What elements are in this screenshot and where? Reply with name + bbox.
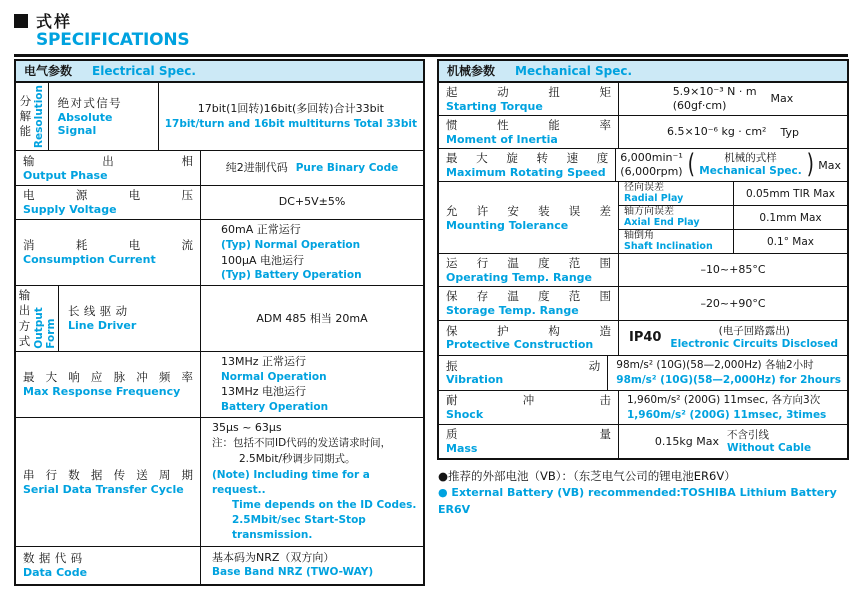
vibration-label-cell xyxy=(439,356,608,390)
output-phase-value-en: Pure Binary Code xyxy=(295,161,399,174)
output-form-group-cell xyxy=(16,286,59,351)
starting-torque-line1: 5.9×10⁻³ N · m xyxy=(672,85,757,99)
output-form-value-text: ADM 485 相当 20mA xyxy=(256,311,368,325)
output-phase-value-zh: 纯2进制代码 xyxy=(225,160,288,174)
row-resolution xyxy=(16,83,423,150)
inertia-label-zh: 惯性能率 xyxy=(446,117,611,132)
protective-label-zh: 保护构造 xyxy=(446,323,611,338)
serial-data-value xyxy=(201,418,423,546)
serial-data-note-en3: 2.5Mbit/sec Start-Stop transmission. xyxy=(232,514,366,542)
consumption-current-label-en: Consumption Current xyxy=(23,253,156,267)
page-header xyxy=(14,9,855,50)
starting-torque-label-en: Starting Torque xyxy=(446,99,543,113)
rotating-speed-line1: 6,000min⁻¹ xyxy=(620,151,683,165)
page-title-zh: 式样 xyxy=(36,12,73,31)
rotating-speed-paren-zh: 机械的式样 xyxy=(724,152,777,165)
subrow-axial-end-play xyxy=(619,205,847,229)
battery-note-en: ● External Battery (VB) recommended:TOSHIBA Lithium Battery ER6V xyxy=(438,486,837,516)
max-response-label-cell xyxy=(16,352,201,417)
mass-note-en: Without Cable xyxy=(727,441,812,454)
consumption-current-label-cell xyxy=(16,220,201,285)
consumption-current-label-zh: 消耗电流 xyxy=(23,238,193,253)
axial-end-play-value: 0.1mm Max xyxy=(759,211,822,224)
row-serial-data-transfer xyxy=(16,417,423,546)
operating-temp-value-text: –10~+85°C xyxy=(700,263,766,277)
mass-value-text: 0.15kg Max xyxy=(654,434,719,448)
storage-temp-label-zh: 保存温度范围 xyxy=(446,289,611,304)
electrical-header-zh: 电气参数 xyxy=(24,64,73,79)
data-code-label-en: Data Code xyxy=(23,566,88,579)
protective-value-en: Electronic Circuits Disclosed xyxy=(670,337,839,350)
rotating-speed-label-cell xyxy=(439,149,616,181)
specifications-page xyxy=(0,9,855,586)
shaft-inclination-en: Shaft Inclination xyxy=(624,241,713,253)
consumption-line2-zh: 100μA 电池运行 xyxy=(221,253,305,267)
protective-ip-code: IP40 xyxy=(629,330,662,346)
title-rule xyxy=(14,54,848,57)
electrical-spec-table xyxy=(14,59,425,586)
shaft-inclination-zh: 轴倒角 xyxy=(624,230,654,242)
inertia-value xyxy=(619,116,847,148)
row-moment-of-inertia xyxy=(439,115,847,148)
output-phase-label-zh: 输出相 xyxy=(23,153,193,168)
resolution-value xyxy=(159,83,423,150)
storage-temp-label-cell xyxy=(439,287,619,319)
rotating-speed-value xyxy=(616,149,847,181)
starting-torque-value xyxy=(619,83,847,115)
resolution-label-cell xyxy=(49,83,159,150)
serial-data-note-en2: Time depends on the ID Codes. xyxy=(232,498,417,511)
inertia-value-text: 6.5×10⁻⁶ kg · cm² xyxy=(667,125,767,139)
supply-voltage-label-en: Supply Voltage xyxy=(23,203,117,217)
rotating-speed-label-zh: 最大旋转速度 xyxy=(446,151,609,166)
resolution-group-en: Resolution xyxy=(33,84,46,148)
vibration-value-zh: 98m/s² (10G)(58—2,000Hz) 各轴2小时 xyxy=(616,358,814,371)
max-response-line2-zh: 13MHz 电池运行 xyxy=(221,385,307,399)
operating-temp-value xyxy=(619,254,847,286)
row-consumption-current xyxy=(16,219,423,285)
row-max-response-frequency xyxy=(16,351,423,417)
consumption-line1-en: (Typ) Normal Operation xyxy=(221,238,361,251)
serial-data-value-range: 35μs ~ 63μs xyxy=(212,421,282,435)
mass-note-zh: 不含引线 xyxy=(727,428,769,441)
inertia-suffix: Typ xyxy=(780,125,799,139)
line-driver-label-en: Line Driver xyxy=(68,319,137,333)
row-operating-temp xyxy=(439,253,847,286)
max-response-label-zh: 最大响应脉冲频率 xyxy=(23,370,193,385)
storage-temp-label-en: Storage Temp. Range xyxy=(446,304,579,318)
battery-notes xyxy=(437,468,849,519)
shock-value-en: 1,960m/s² (200G) 11msec, 3times xyxy=(627,408,827,421)
mechanical-header-en: Mechanical Spec. xyxy=(515,63,633,78)
axial-end-play-zh: 轴方向误差 xyxy=(624,206,674,218)
line-driver-label-zh: 长线驱动 xyxy=(68,304,132,319)
output-phase-label-cell xyxy=(16,151,201,185)
rotating-speed-line2: (6,000rpm) xyxy=(620,165,683,179)
mechanical-header-zh: 机械参数 xyxy=(447,64,496,79)
row-max-rotating-speed xyxy=(439,148,847,181)
max-response-value xyxy=(201,352,423,417)
vibration-value xyxy=(608,356,847,390)
storage-temp-value-text: –20~+90°C xyxy=(700,296,766,310)
mounting-tolerance-label-zh: 允许安装误差 xyxy=(446,203,611,218)
vibration-label-zh: 振动 xyxy=(446,358,601,373)
supply-voltage-value-text: DC+5V±5% xyxy=(278,195,346,209)
subrow-radial-play xyxy=(619,182,847,205)
row-output-form xyxy=(16,285,423,351)
output-form-value xyxy=(201,286,423,351)
starting-torque-label-cell xyxy=(439,83,619,115)
output-phase-label-en: Output Phase xyxy=(23,168,108,182)
mechanical-spec-table xyxy=(437,59,849,460)
output-form-group-zh: 输出方式 xyxy=(18,288,31,348)
serial-data-note-zh1: 注：包括不同ID代码的发送请求时间， xyxy=(212,437,392,450)
row-mass xyxy=(439,424,847,457)
close-paren-glyph: ) xyxy=(806,149,814,180)
row-output-phase xyxy=(16,150,423,185)
max-response-line2-en: Battery Operation xyxy=(221,401,329,414)
serial-data-note-en1: (Note) Including time for a request.. xyxy=(212,468,370,496)
shock-label-cell xyxy=(439,391,619,425)
rotating-speed-suffix: Max xyxy=(818,158,841,172)
battery-note-zh: ●推荐的外部电池（VB）：（东芝电气公司的锂电池ER6V） xyxy=(438,468,736,483)
tables-container xyxy=(14,59,849,586)
data-code-value-zh: 基本码为NRZ（双方向） xyxy=(212,550,335,564)
shock-value-zh: 1,960m/s² (200G) 11msec, 各方向3次 xyxy=(627,393,821,406)
starting-torque-line2: (60gf·cm) xyxy=(672,98,727,112)
output-form-group-en: Output Form xyxy=(32,307,57,349)
shock-value xyxy=(619,391,847,425)
page-title-en: SPECIFICATIONS xyxy=(36,30,190,50)
row-shock xyxy=(439,390,847,425)
rotating-speed-paren-en: Mechanical Spec. xyxy=(699,165,802,178)
axial-end-play-en: Axial End Play xyxy=(624,217,700,229)
max-response-line1-en: Normal Operation xyxy=(221,370,327,383)
resolution-value-zh: 17bit(1回转)16bit(多回转)合计33bit xyxy=(197,102,384,116)
resolution-group-zh: 分解能 xyxy=(19,93,32,138)
electrical-header-band xyxy=(16,61,423,83)
operating-temp-label-zh: 运行温度范围 xyxy=(446,256,611,271)
resolution-value-en: 17bit/turn and 16bit multiturns Total 33bit xyxy=(164,118,417,130)
mounting-tolerance-subtable xyxy=(619,182,847,253)
row-supply-voltage xyxy=(16,185,423,219)
row-protective-construction xyxy=(439,320,847,355)
serial-data-label-zh: 串行数据传送周期 xyxy=(23,467,193,482)
resolution-label-en: Absolute Signal xyxy=(57,110,113,137)
line-driver-label-cell xyxy=(59,286,201,351)
shock-label-zh: 耐冲击 xyxy=(446,393,611,408)
row-mounting-tolerance xyxy=(439,181,847,253)
resolution-group-cell xyxy=(16,83,49,150)
supply-voltage-label-zh: 电源电压 xyxy=(23,188,193,203)
open-paren-glyph: ( xyxy=(687,149,695,180)
storage-temp-value xyxy=(619,287,847,319)
data-code-value xyxy=(201,547,423,584)
row-starting-torque xyxy=(439,83,847,115)
title-square-icon xyxy=(14,14,28,28)
starting-torque-label-zh: 起动扭矩 xyxy=(446,84,611,99)
subrow-shaft-inclination xyxy=(619,229,847,253)
operating-temp-label-cell xyxy=(439,254,619,286)
row-storage-temp xyxy=(439,286,847,319)
operating-temp-label-en: Operating Temp. Range xyxy=(446,271,593,285)
row-vibration xyxy=(439,355,847,390)
shaft-inclination-value: 0.1° Max xyxy=(767,235,814,248)
radial-play-value: 0.05mm TIR Max xyxy=(745,187,836,200)
data-code-value-en: Base Band NRZ (TWO-WAY) xyxy=(212,565,374,578)
rotating-speed-label-en: Maximum Rotating Speed xyxy=(446,166,606,180)
radial-play-en: Radial Play xyxy=(624,193,684,205)
data-code-label-cell xyxy=(16,547,201,584)
starting-torque-suffix: Max xyxy=(770,92,794,106)
protective-label-cell xyxy=(439,321,619,355)
mechanical-header-band xyxy=(439,61,847,83)
consumption-line1-zh: 60mA 正常运行 xyxy=(221,222,301,236)
mass-label-cell xyxy=(439,425,619,457)
vibration-label-en: Vibration xyxy=(446,373,504,387)
electrical-header-en: Electrical Spec. xyxy=(92,63,196,78)
mass-label-en: Mass xyxy=(446,442,478,456)
serial-data-label-en: Serial Data Transfer Cycle xyxy=(23,482,184,496)
serial-data-label-cell xyxy=(16,418,201,546)
row-data-code xyxy=(16,546,423,584)
supply-voltage-value xyxy=(201,186,423,219)
shock-label-en: Shock xyxy=(446,408,484,422)
radial-play-zh: 径向误差 xyxy=(624,182,664,194)
resolution-label-zh: 绝对式信号 xyxy=(57,95,123,110)
data-code-label-zh: 数据代码 xyxy=(23,551,87,566)
protective-value xyxy=(619,321,847,355)
mounting-tolerance-label-en: Mounting Tolerance xyxy=(446,218,569,232)
protective-label-en: Protective Construction xyxy=(446,338,594,352)
right-column xyxy=(437,59,849,519)
consumption-line2-en: (Typ) Battery Operation xyxy=(221,269,362,282)
protective-value-zh: (电子回路露出) xyxy=(718,325,790,338)
output-phase-value xyxy=(201,151,423,185)
vibration-value-en: 98m/s² (10G)(58—2,000Hz) for 2hours xyxy=(616,373,841,386)
max-response-label-en: Max Response Frequency xyxy=(23,385,181,399)
serial-data-note-zh2: 2.5Mbit/秒调步同期式。 xyxy=(239,452,356,465)
mounting-tolerance-label-cell xyxy=(439,182,619,253)
inertia-label-en: Moment of Inertia xyxy=(446,132,558,146)
inertia-label-cell xyxy=(439,116,619,148)
mass-label-zh: 质量 xyxy=(446,427,611,442)
supply-voltage-label-cell xyxy=(16,186,201,219)
max-response-line1-zh: 13MHz 正常运行 xyxy=(221,354,307,368)
mass-value xyxy=(619,425,847,457)
consumption-current-value xyxy=(201,220,423,285)
